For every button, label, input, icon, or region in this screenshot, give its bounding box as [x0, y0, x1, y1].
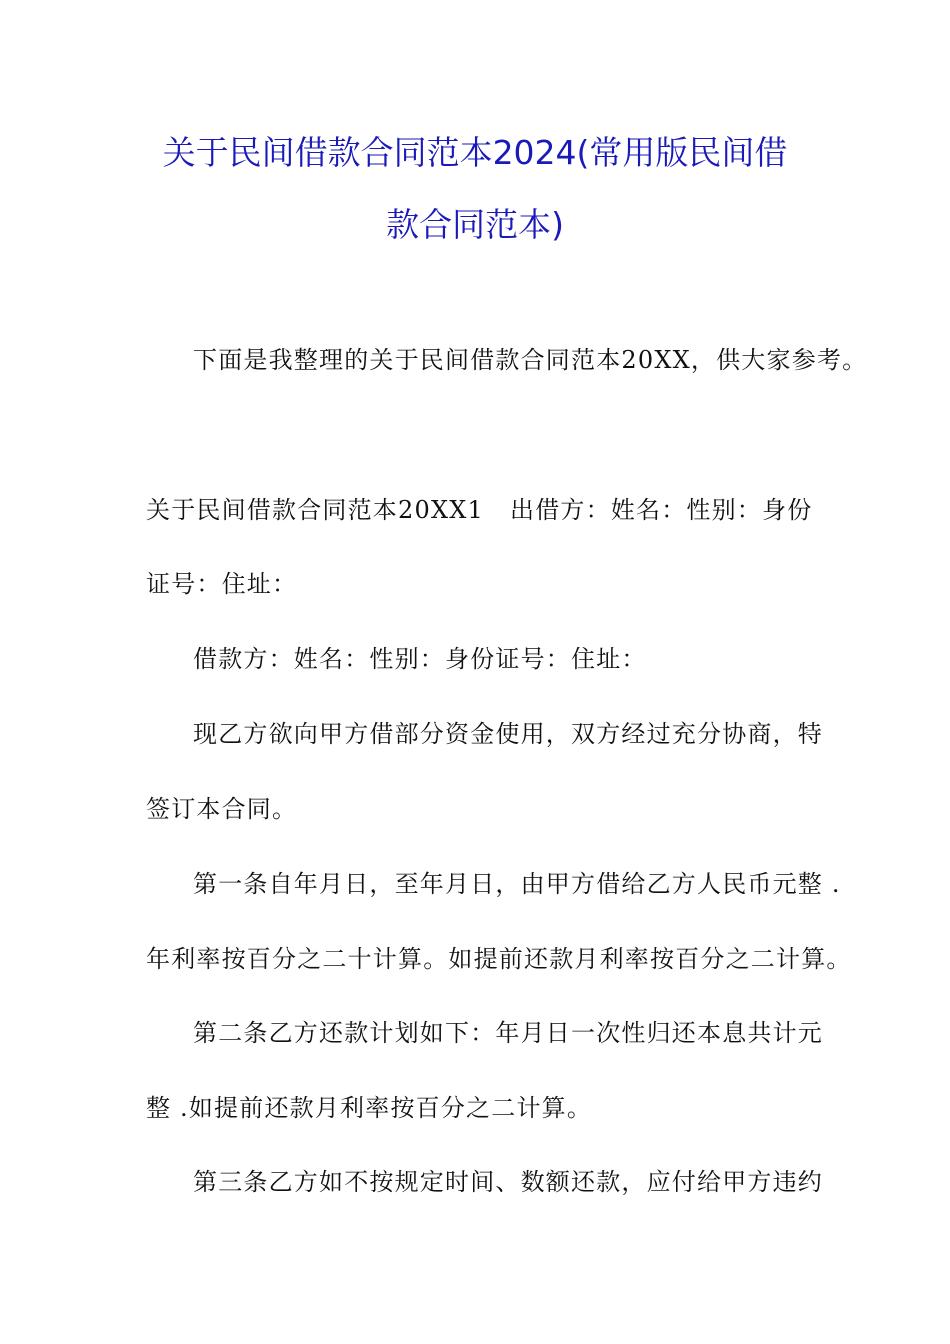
- article-1-line-2: 年利率按百分之二十计算。如提前还款月利率按百分之二计算。: [146, 945, 852, 973]
- article-2-line-1: 第二条乙方还款计划如下：年月日一次性归还本息共计元: [193, 1019, 823, 1047]
- document-title-line-1: 关于民间借款合同范本2024(常用版民间借: [162, 133, 788, 172]
- lender-info-continued: 证号：住址：: [146, 570, 298, 598]
- preamble-line-2: 签订本合同。: [146, 795, 298, 823]
- article-3-line-1: 第三条乙方如不按规定时间、数额还款，应付给甲方违约: [193, 1168, 823, 1196]
- article-2-line-2: 整 .如提前还款月利率按百分之二计算。: [146, 1094, 593, 1122]
- lender-info: 出借方：姓名：性别：身份: [510, 496, 813, 524]
- document-title-line-2: 款合同范本): [386, 205, 564, 244]
- article-1-line-1: 第一条自年月日，至年月日，由甲方借给乙方人民币元整 .: [193, 870, 841, 898]
- preamble-line-1: 现乙方欲向甲方借部分资金使用，双方经过充分协商，特: [193, 720, 823, 748]
- contract-heading: 关于民间借款合同范本20XX1: [146, 496, 484, 524]
- intro-paragraph: 下面是我整理的关于民间借款合同范本20XX，供大家参考。: [193, 346, 868, 374]
- borrower-info: 借款方：姓名：性别：身份证号：住址：: [193, 645, 647, 673]
